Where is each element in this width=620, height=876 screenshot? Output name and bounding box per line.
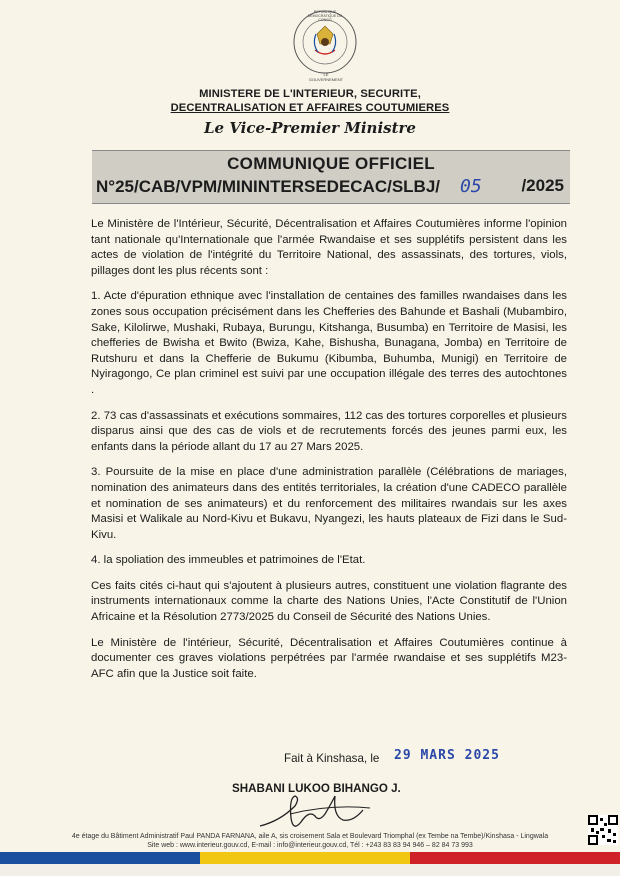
flag-blue-band: [0, 852, 200, 864]
signer-name: SHABANI LUKOO BIHANGO J.: [232, 782, 401, 795]
signature-place: Fait à Kinshasa, le: [284, 752, 380, 765]
communique-reference: [96, 176, 566, 197]
seal-bottom-text: LE GOUVERNEMENT: [308, 72, 344, 82]
item-1: 1. Acte d'épuration ethnique avec l'installation de centaines des familles rwandaises dans les zones sous occupation précisément dans les Chefferies des Bahunde et Bashali (Mubambiro, Sake, Kilolirwe, Mushaki, Rubaya, Burungu, Kitshanga, Busumba) en Territoire de Masisi, les chefferies de Bwisha et Bwito (Bwiza, Kahe, Bishusha, Bunagana, Jomba) en Territoire de Rutshuru et dans la Chefferie de Bukumu (Kibumba, Buhumba, Munigi) en Territoire de Nyiragongo, Ce plan criminel est suivi par une occupation illégale des terres des autochtones .: [91, 290, 567, 396]
reference-year: /2025: [521, 176, 564, 195]
item-3: 3. Poursuite de la mise en place d'une administration parallèle (Célébrations de mariages, nomination des animateurs dans des entités territoriales, la création d'une CADECO parallèle et nomination de ses animateurs) et du renforcement des militaires rwandais sur les axes Masisi et Walikale au Nord-Kivu et Bukavu, Nyangezi, les hauts plateaux de Fizi dans le Sud-Kivu.: [91, 466, 567, 541]
page-fold: [0, 864, 620, 876]
ministry-line-1: MINISTERE DE L'INTERIEUR, SECURITE,: [199, 88, 421, 100]
intro-paragraph: Le Ministère de l'Intérieur, Sécurité, Décentralisation et Affaires Coutumières informe l'opinion tant nationale qu'Internationale que l'armée Rwandaise et ses supplétifs persistent dans les actes de violation de l'intégrité du Territoire National, des assassinats, des tortures, viols, pillages dont les plus récents sont :: [91, 218, 567, 277]
footer: [0, 832, 620, 850]
seal-top-text: REPUBLIQUE DEMOCRATIQUE DU CONGO: [307, 10, 343, 22]
communique-body: [91, 217, 567, 692]
footer-contact: Site web : www.interieur.gouv.cd, E-mail : info@interieur.gouv.cd, Tél : +243 83 83 94 946 – 82 84 73 993: [147, 842, 473, 849]
vice-premier-title: Le Vice-Premier Ministre: [204, 119, 416, 137]
handwritten-number: 05: [460, 176, 482, 197]
flag-red-band: [410, 852, 620, 864]
handwritten-signature: [250, 786, 400, 836]
item-2: 2. 73 cas d'assassinats et exécutions sommaires, 112 cas des tortures corporelles et plusieurs disparus ainsi que des cas de viols et de recrutements forcés des jeunes parmi eux, les enfants dans la période allant du 17 au 27 Mars 2025.: [91, 409, 567, 453]
item-4: 4. la spoliation des immeubles et patrimoines de l'Etat.: [91, 554, 366, 567]
flag-yellow-band: [200, 852, 410, 864]
qr-code: [588, 815, 618, 845]
communique-banner: [92, 150, 570, 204]
closing-paragraph: Le Ministère de l'intérieur, Sécurité, Décentralisation et Affaires Coutumières continue à documenter ces graves violations perpétrées par l'armée rwandaise et ses supplétifs M23-AFC afin que la Justice soit faite.: [91, 636, 567, 680]
ministry-line-2: DECENTRALISATION ET AFFAIRES COUTUMIERES: [170, 102, 450, 114]
violation-paragraph: Ces faits cités ci-haut qui s'ajoutent à plusieurs autres, constituent une violation flagrante des instruments internationaux comme la charte des Nations Unies, l'Acte Constitutif de l'Union Africaine et la Résolution 2773/2025 du Conseil de Sécurité des Nations Unies.: [91, 579, 567, 624]
date-stamp: 29 MARS 2025: [394, 748, 500, 763]
communique-title: COMMUNIQUE OFFICIEL: [227, 154, 435, 173]
flag-stripe: [0, 852, 620, 864]
reference-number: N°25/CAB/VPM/MININTERSEDECAC/SLBJ/: [96, 177, 441, 196]
footer-address: 4e étage du Bâtiment Administratif Paul PANDA FARNANA, aile A, sis croisement Sala et Boulevard Triomphal (ex Tembe na Tembe)/Kinshasa - Lingwala: [71, 833, 549, 840]
